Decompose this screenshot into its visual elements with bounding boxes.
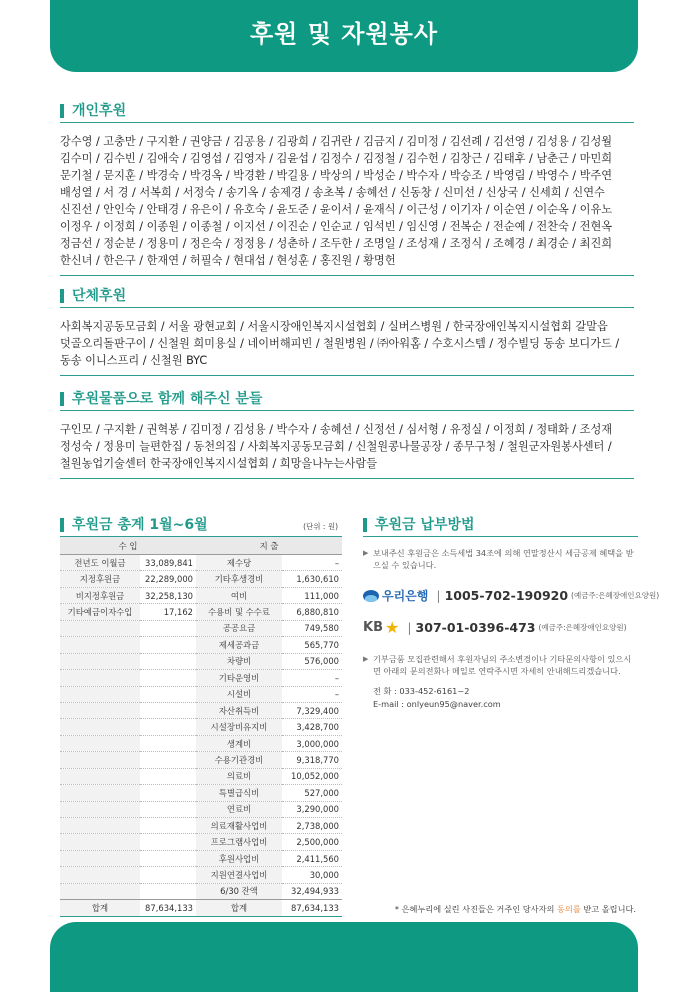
table-row — [60, 850, 342, 866]
phone-number: 전 화 : 033-452-6161~2 — [373, 686, 470, 696]
expense-label: 지원연결사업비 — [196, 867, 282, 883]
expense-value: 2,411,560 — [282, 850, 342, 866]
income-value — [140, 653, 196, 669]
expense-label: 차량비 — [196, 653, 282, 669]
individual-section — [60, 104, 634, 276]
income-value — [140, 719, 196, 735]
group-donors: 사회복지공동모금회 / 서울 광현교회 / 서울시장애인복지시설협회 / 실버스병원 / 한국장애인복지시설협회 갈말읍 덧골오리돌판구이 / 신철원 희미용실 / 네이버해피빈 / 철원병원 / ㈜아워홈 / 수호시스템 / 정수빌딩 동송 보디가드 / 동송 이니스프리 / 신철원 BYC — [60, 320, 620, 367]
income-value — [140, 850, 196, 866]
income-label: 비지정후원금 — [60, 587, 140, 603]
payment-section — [363, 517, 660, 711]
page-title: 후원 및 자원봉사 — [250, 20, 438, 48]
divider — [60, 375, 634, 376]
income-value: 22,289,000 — [140, 571, 196, 587]
expense-value: – — [282, 670, 342, 686]
expense-value: 6,880,810 — [282, 604, 342, 620]
income-value — [140, 834, 196, 850]
income-value — [140, 735, 196, 751]
income-label — [60, 768, 140, 784]
income-label — [60, 785, 140, 801]
expense-header: 지 출 — [196, 537, 342, 555]
table-row — [60, 653, 342, 669]
expense-label: 연료비 — [196, 801, 282, 817]
note-text: * 은혜누리에 실린 사진들은 거주인 당사자의 — [394, 904, 557, 914]
income-value — [140, 801, 196, 817]
income-value — [140, 883, 196, 899]
income-value: 33,089,841 — [140, 555, 196, 571]
table-row — [60, 867, 342, 883]
expense-value: 565,770 — [282, 637, 342, 653]
income-label — [60, 620, 140, 636]
expense-value: 10,052,000 — [282, 768, 342, 784]
income-label — [60, 637, 140, 653]
woori-account-number: 1005-702-190920 — [444, 588, 569, 603]
table-row — [60, 620, 342, 636]
separator: | — [436, 588, 441, 603]
expense-value: 1,630,610 — [282, 571, 342, 587]
goods-section — [60, 392, 634, 479]
kb-account-holder: (예금주:은혜장애인요양원) — [538, 623, 627, 632]
expense-label: 제수당 — [196, 555, 282, 571]
woori-account-holder: (예금주:은혜장애인요양원) — [571, 591, 660, 600]
expense-label: 6/30 잔액 — [196, 883, 282, 899]
income-value: 32,258,130 — [140, 587, 196, 603]
expense-label: 생계비 — [196, 735, 282, 751]
title-banner — [50, 0, 638, 72]
table-row — [60, 785, 342, 801]
expense-label: 수용비 및 수수료 — [196, 604, 282, 620]
income-label — [60, 801, 140, 817]
individual-heading: 개인후원 — [60, 104, 634, 118]
income-label — [60, 867, 140, 883]
table-row — [60, 702, 342, 718]
contact-note: ▶ 기부금품 모집관련해서 후원자님의 주소변경이나 기타문의사항이 있으시면 아래의 문의전화나 메일로 연락주시면 자세히 안내해드리겠습니다. — [363, 653, 638, 677]
income-label — [60, 818, 140, 834]
expense-label: 기타운영비 — [196, 670, 282, 686]
expense-value: 9,318,770 — [282, 752, 342, 768]
finance-section — [60, 518, 342, 917]
income-label: 기타예금이자수입 — [60, 604, 140, 620]
income-value: 87,634,133 — [140, 900, 196, 916]
expense-label: 기타후생경비 — [196, 571, 282, 587]
expense-value: 527,000 — [282, 785, 342, 801]
income-value — [140, 785, 196, 801]
income-value — [140, 752, 196, 768]
woori-account — [363, 587, 660, 604]
woori-bank-logo — [363, 587, 428, 604]
table-row — [60, 670, 342, 686]
table-row — [60, 571, 342, 587]
income-label — [60, 883, 140, 899]
expense-label: 자산취득비 — [196, 702, 282, 718]
table-row — [60, 555, 342, 571]
income-value — [140, 670, 196, 686]
payment-heading: 후원금 납부방법 — [363, 518, 638, 532]
table-row — [60, 587, 342, 603]
expense-value: 30,000 — [282, 867, 342, 883]
income-label — [60, 670, 140, 686]
income-label — [60, 834, 140, 850]
expense-value: 749,580 — [282, 620, 342, 636]
table-row — [60, 801, 342, 817]
table-row — [60, 604, 342, 620]
income-value — [140, 768, 196, 784]
email-address: E-mail : onlyeun95@naver.com — [373, 699, 501, 709]
table-row — [60, 735, 342, 751]
income-label — [60, 752, 140, 768]
kb-bank-name: KB — [363, 620, 383, 635]
income-header: 수 입 — [60, 537, 196, 555]
table-row — [60, 768, 342, 784]
table-row — [60, 818, 342, 834]
expense-label: 특별급식비 — [196, 785, 282, 801]
income-label: 합계 — [60, 900, 140, 916]
income-value — [140, 620, 196, 636]
income-value — [140, 867, 196, 883]
expense-label: 의료비 — [196, 768, 282, 784]
woori-bank-name: 우리은행 — [382, 589, 429, 603]
total-row — [60, 900, 342, 916]
kb-account — [363, 618, 638, 637]
expense-value: 3,000,000 — [282, 735, 342, 751]
expense-value: – — [282, 686, 342, 702]
group-section — [60, 289, 634, 376]
expense-label: 의료재활사업비 — [196, 818, 282, 834]
income-value — [140, 818, 196, 834]
income-value — [140, 686, 196, 702]
income-label: 전년도 이월금 — [60, 555, 140, 571]
table-row — [60, 719, 342, 735]
contact-info — [363, 685, 638, 711]
divider — [60, 275, 634, 276]
kb-bank-logo — [363, 618, 399, 637]
expense-value: – — [282, 555, 342, 571]
note-highlight: 동의를 — [557, 904, 581, 914]
divider — [60, 307, 634, 308]
income-label — [60, 653, 140, 669]
separator: | — [407, 620, 412, 635]
individual-donors: 강수영 / 고충만 / 구지환 / 권양금 / 김공용 / 김광희 / 김귀란 / 김금지 / 김미정 / 김선례 / 김선영 / 김성용 / 김성월 김수미 / 김수빈 / 김애숙 / 김영섭 / 김영자 / 김윤섭 / 김정수 / 김정철 / 김수헌 / 김창근 / 김태후 / 남춘근 / 마민희 문기철 / 문지훈 / 박경숙 / 박경옥 / 박경환 / 박길용 / 박상의 / 박성순 / 박수자 / 박승조 / 박영림 / 박영수 / 박주연 배성열 / 서 경 / 서복희 / 서정숙 / 송기옥 / 송제경 / 송초복 / 송혜선 / 신동창 / 신미선 / 신상국 / 신세희 / 신연수 신진선 / 안인숙 / 안태경 / 유은이 / 유호숙 / 윤도준 / 윤이서 / 윤재식 / 이근성 / 이기자 / 이순연 / 이순옥 / 이유노 이정우 / 이정희 / 이종원 / 이종철 / 이지선 / 이진순 / 인순교 / 임석빈 / 임신영 / 전복순 / 전순예 / 전찬숙 / 전현옥 정금선 / 정순분 / 정용미 / 정은숙 / 정정용 / 성춘하 / 조두한 / 조명일 / 조성재 / 조정식 / 조혜경 / 최경순 / 최진희 한신녀 / 한은구 / 한재연 / 허필숙 / 현대섭 / 현성훈 / 홍진원 / 황명헌 — [60, 135, 613, 267]
expense-value: 576,000 — [282, 653, 342, 669]
expense-label: 수용기관경비 — [196, 752, 282, 768]
income-value — [140, 637, 196, 653]
expense-label: 여비 — [196, 587, 282, 603]
photo-consent-note — [395, 904, 636, 915]
table-row — [60, 834, 342, 850]
income-value — [140, 702, 196, 718]
footer-banner — [50, 922, 638, 992]
expense-value: 3,290,000 — [282, 801, 342, 817]
table-row — [60, 752, 342, 768]
divider — [60, 122, 634, 123]
table-row — [60, 686, 342, 702]
income-value: 17,162 — [140, 604, 196, 620]
divider — [60, 410, 634, 411]
goods-donors: 구인모 / 구지환 / 권혁봉 / 김미정 / 김성용 / 박수자 / 송혜선 / 신정선 / 심서형 / 유정실 / 이정희 / 정태화 / 조성재 정성숙 / 정용미 늘편한집 / 동천의집 / 사회복지공동모금회 / 신철원콩나물공장 / 종무구청 / 철원군자원봉사센터 / 철원농업기술센터 한국장애인복지시설협회 / 희망을나누는사람들 — [60, 423, 613, 470]
expense-value: 111,000 — [282, 587, 342, 603]
income-label — [60, 702, 140, 718]
expense-label: 합계 — [196, 900, 282, 916]
divider — [363, 536, 638, 537]
group-heading: 단체후원 — [60, 289, 634, 303]
expense-label: 시설장비유지비 — [196, 719, 282, 735]
finance-heading: 후원금 총계 1월~6월 — [60, 518, 208, 532]
expense-label: 제세공과금 — [196, 637, 282, 653]
expense-label: 시설비 — [196, 686, 282, 702]
expense-label: 프로그램사업비 — [196, 834, 282, 850]
unit-label: (단위 : 원) — [303, 522, 338, 531]
expense-value: 2,500,000 — [282, 834, 342, 850]
income-label — [60, 719, 140, 735]
kb-star-icon: ★ — [384, 618, 400, 637]
expense-value: 32,494,933 — [282, 883, 342, 899]
note-text-end: 받고 올립니다. — [580, 904, 636, 914]
income-label — [60, 735, 140, 751]
income-label — [60, 850, 140, 866]
expense-label: 공공요금 — [196, 620, 282, 636]
expense-value: 87,634,133 — [282, 900, 342, 916]
divider — [60, 478, 634, 479]
finance-table — [60, 536, 342, 917]
goods-heading: 후원물품으로 함께 해주신 분들 — [60, 392, 634, 406]
expense-value: 3,428,700 — [282, 719, 342, 735]
expense-value: 7,329,400 — [282, 702, 342, 718]
expense-value: 2,738,000 — [282, 818, 342, 834]
table-row — [60, 637, 342, 653]
income-label — [60, 686, 140, 702]
woori-logo-icon — [363, 590, 379, 602]
tax-note: ▶ 보내주신 후원금은 소득세법 34조에 의해 연말정산시 세금공제 혜택을 받으실 수 있습니다. — [363, 547, 638, 571]
table-row — [60, 883, 342, 899]
income-label: 지정후원금 — [60, 571, 140, 587]
kb-account-number: 307-01-0396-473 — [415, 620, 536, 635]
expense-label: 후원사업비 — [196, 850, 282, 866]
